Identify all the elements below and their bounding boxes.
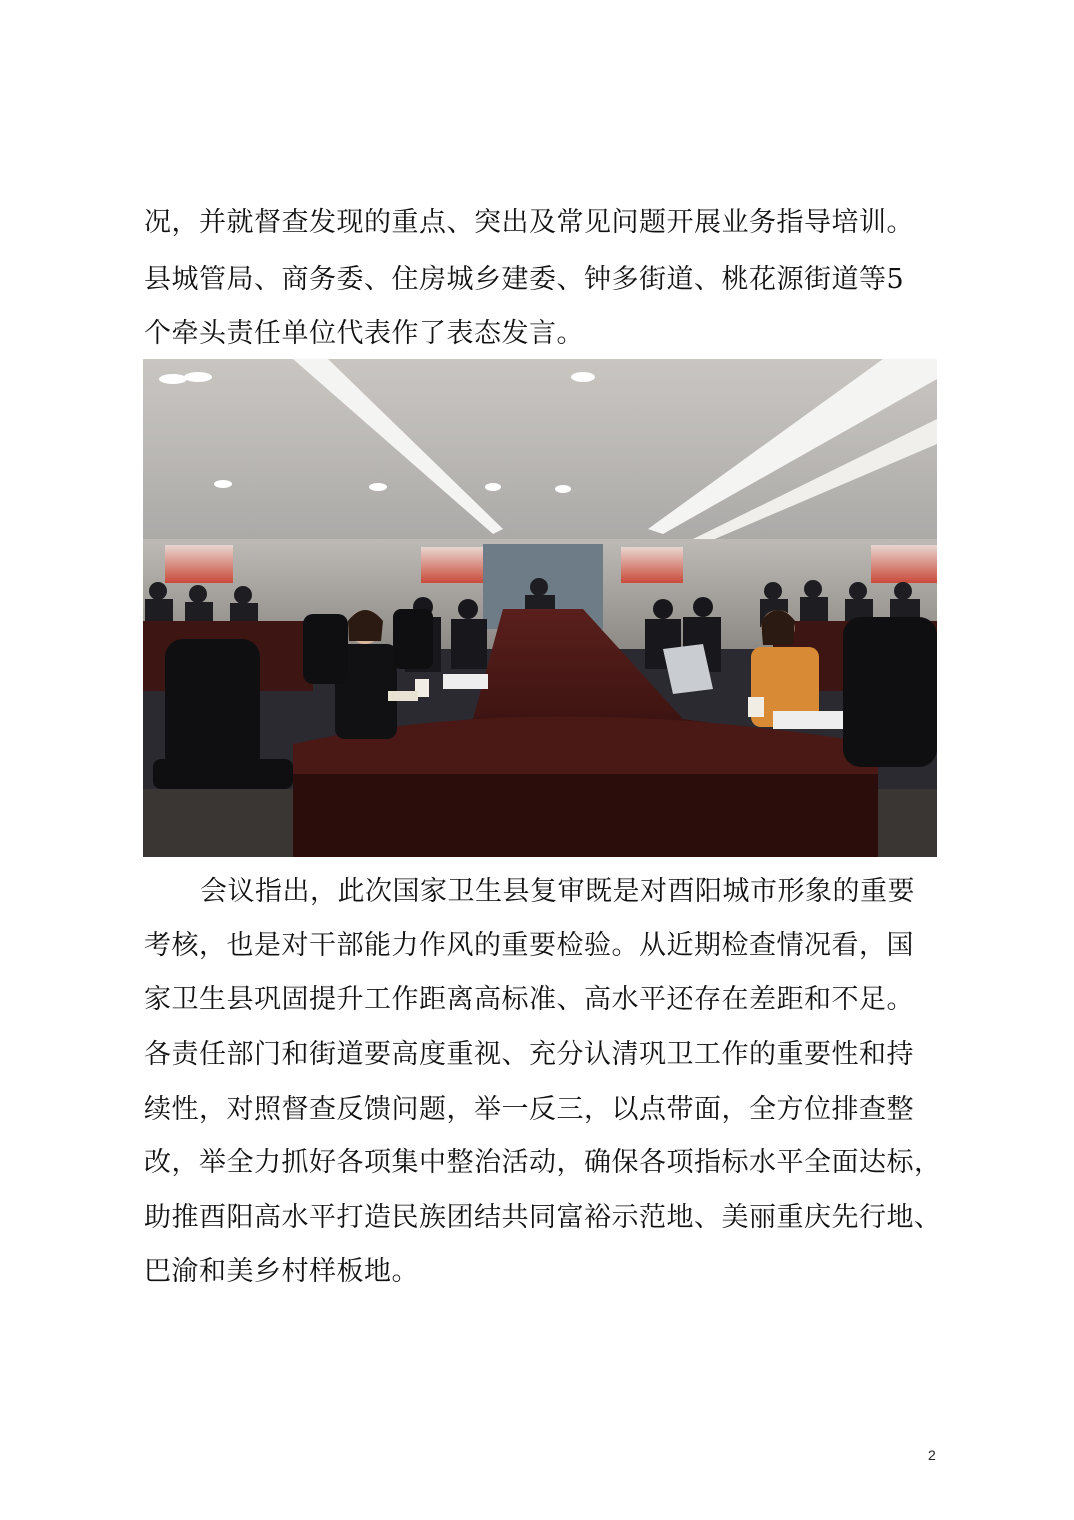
text-line: 况，并就督查发现的重点、突出及常见问题开展业务指导培训。 [144,207,914,238]
text-line: 家卫生县巩固提升工作距离高标准、高水平还存在差距和不足。 [144,984,914,1015]
text-line: 续性，对照督查反馈问题，举一反三，以点带面，全方位排查整 [144,1094,914,1125]
text-line: 个牵头责任单位代表作了表态发言。 [144,318,584,349]
text-line: 各责任部门和街道要高度重视、充分认清巩卫工作的重要性和持 [144,1039,914,1070]
page-number: 2 [928,1447,936,1463]
text-line: 巴渝和美乡村样板地。 [144,1256,419,1287]
text-line: 助推酉阳高水平打造民族团结共同富裕示范地、美丽重庆先行地、 [144,1202,942,1233]
text-line: 改，举全力抓好各项集中整治活动，确保各项指标水平全面达标， [144,1147,942,1178]
text-line: 县城管局、商务委、住房城乡建委、钟多街道、桃花源街道等5 [144,264,905,295]
meeting-room-photo [143,359,937,857]
text-line: 会议指出，此次国家卫生县复审既是对酉阳城市形象的重要 [200,876,915,907]
text-line: 考核，也是对干部能力作风的重要检验。从近期检查情况看，国 [144,930,914,961]
